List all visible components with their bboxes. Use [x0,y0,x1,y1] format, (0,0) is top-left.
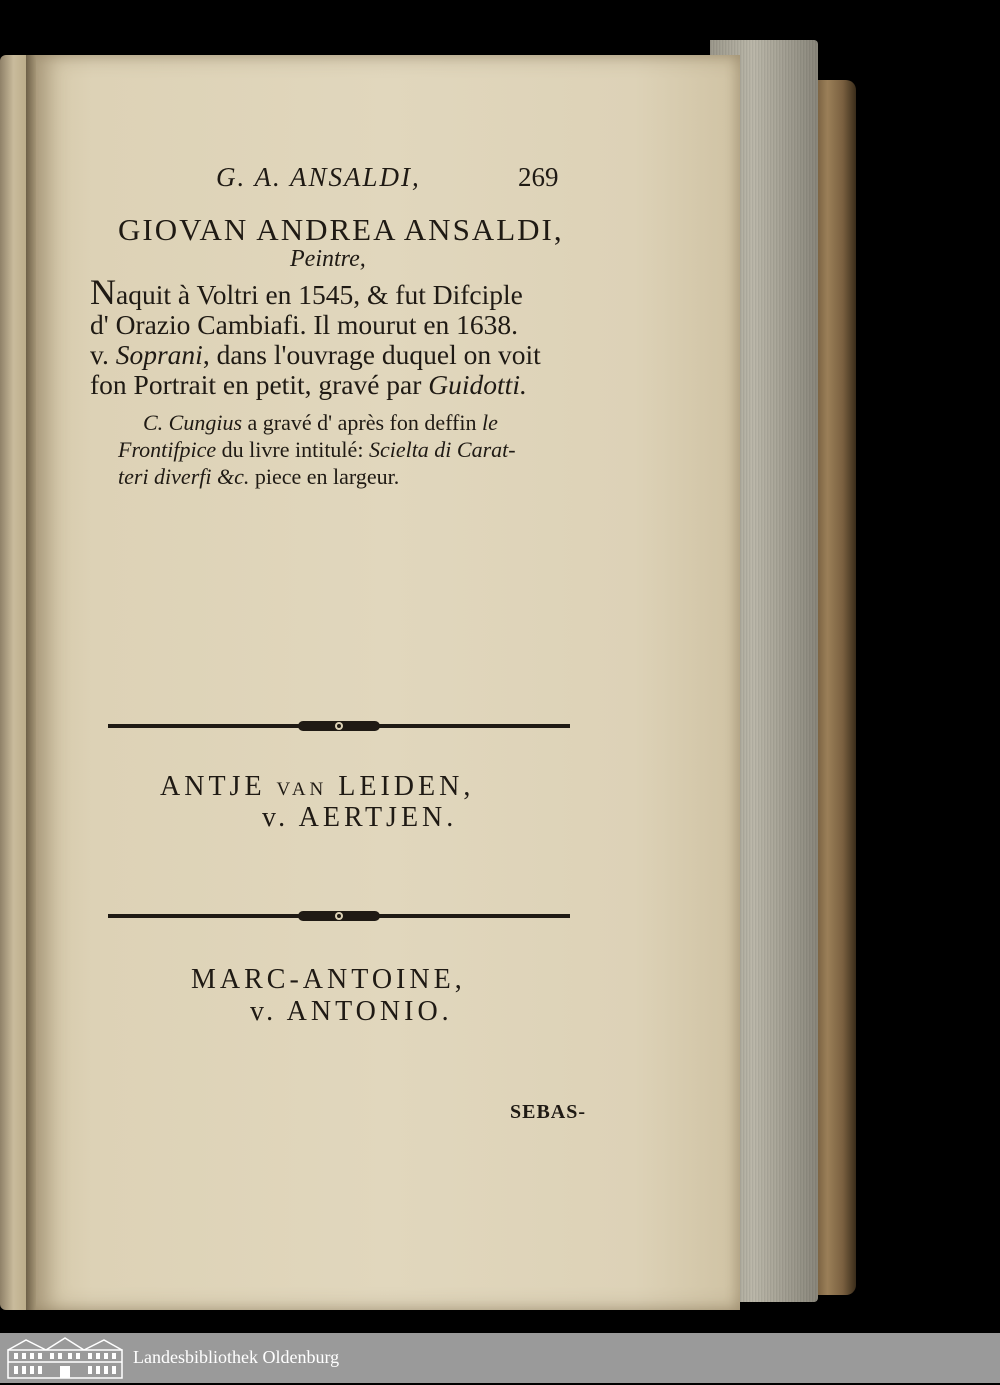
entry-title: GIOVAN ANDREA ANSALDI, [118,212,564,247]
body-line: Naquit à Voltri en 1545, & fut Difciple [90,272,523,312]
section-crossref: v. AERTJEN. [262,802,458,833]
ornamental-rule [108,910,570,922]
ornamental-rule [108,720,570,732]
catchword: SEBAS- [510,1101,587,1123]
book-cover-edge [812,80,856,1295]
body-line: fon Portrait en petit, gravé par Guidotti. [90,369,527,400]
entry-role: Peintre, [290,246,366,272]
page-number: 269 [518,162,559,192]
note-line: C. Cungius a gravé d' après fon deffin le [143,410,498,435]
running-head: G. A. ANSALDI, [216,162,421,192]
initial-letter: N [90,272,116,312]
section-heading: MARC-ANTOINE, [191,964,466,995]
note-line: Frontifpice du livre intitulé: Scielta di Carat- [118,437,516,462]
body-line: v. Soprani, dans l'ouvrage duquel on voit [90,339,541,370]
library-building-icon [6,1336,124,1380]
section-crossref: v. ANTONIO. [250,996,453,1027]
footer-bar [0,1333,1000,1383]
body-line: d' Orazio Cambiafi. Il mourut en 1638. [90,309,519,340]
note-line: teri diverfi &c. piece en largeur. [118,464,400,489]
section-heading: ANTJE VAN LEIDEN, [160,771,475,802]
footer-label: Landesbibliothek Oldenburg [133,1347,340,1367]
